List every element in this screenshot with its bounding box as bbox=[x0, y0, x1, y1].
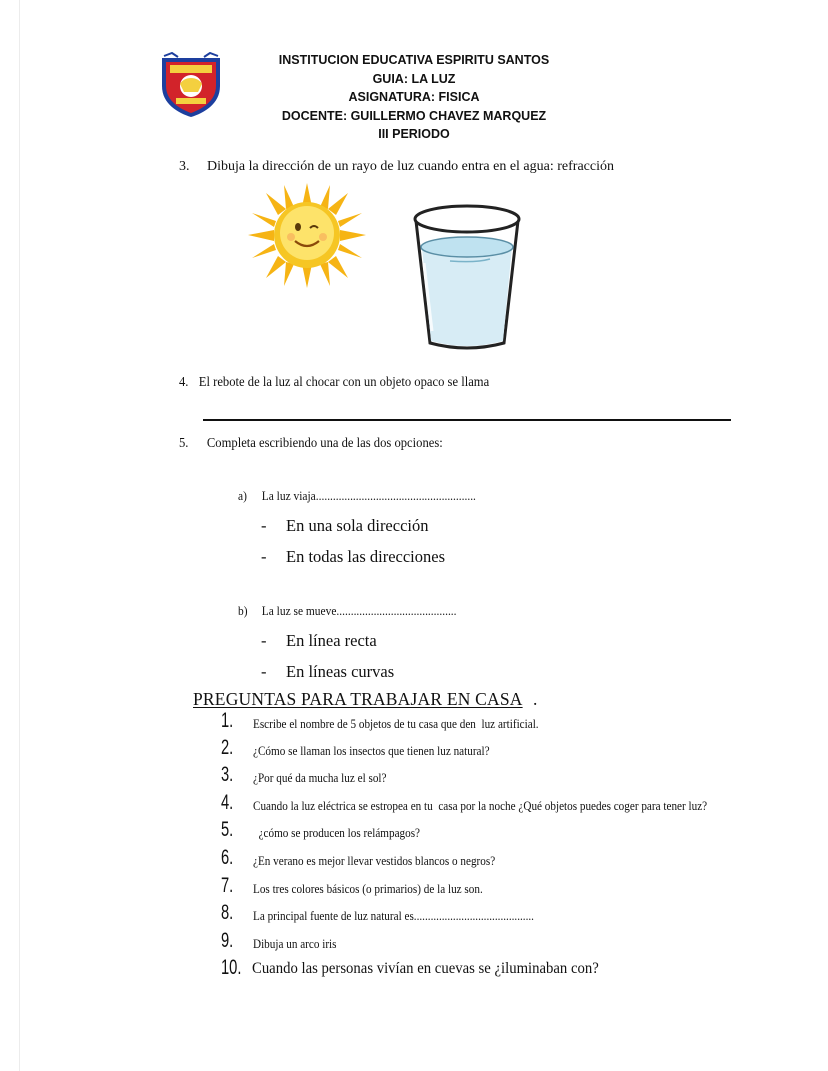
question-5a-letter: a) bbox=[238, 488, 247, 503]
homework-item-number: 3. bbox=[221, 763, 234, 786]
sun-icon bbox=[248, 183, 366, 288]
question-5-text: Completa escribiendo una de las dos opciones: bbox=[206, 436, 443, 451]
option-b2-text: En líneas curvas bbox=[286, 662, 395, 681]
question-5-number: 5. bbox=[179, 436, 189, 451]
question-5b-stem: La luz se mueve.......................................... bbox=[261, 603, 457, 618]
subject-label: ASIGNATURA: FISICA bbox=[348, 90, 480, 104]
water-glass-icon bbox=[410, 203, 524, 355]
school-crest-icon bbox=[158, 52, 224, 118]
question-5 bbox=[179, 436, 443, 452]
homework-item bbox=[0, 846, 828, 876]
homework-item-number: 9. bbox=[221, 929, 234, 952]
option-a2: - En todas las direcciones bbox=[261, 547, 445, 566]
option-b1: - En línea recta bbox=[261, 631, 377, 650]
homework-item-text: ¿cómo se producen los relámpagos? bbox=[253, 825, 421, 840]
question-5b-letter: b) bbox=[238, 603, 248, 618]
homework-item bbox=[0, 763, 828, 793]
school-name: INSTITUCION EDUCATIVA ESPIRITU SANTOS bbox=[278, 53, 550, 67]
homework-item-text: Los tres colores básicos (o primarios) de la luz son. bbox=[253, 881, 483, 896]
homework-title: PREGUNTAS PARA TRABAJAR EN CASA bbox=[193, 689, 523, 709]
homework-item-text: Escribe el nombre de 5 objetos de tu casa que den luz artificial. bbox=[253, 716, 539, 731]
homework-item-text: Cuando las personas vivían en cuevas se ¿iluminaban con? bbox=[252, 960, 599, 977]
homework-item-number: 4. bbox=[221, 791, 234, 814]
option-b2: - En líneas curvas bbox=[261, 662, 395, 681]
homework-item-number: 2. bbox=[221, 736, 234, 759]
homework-item-text: ¿Cómo se llaman los insectos que tienen luz natural? bbox=[253, 743, 490, 758]
homework-item bbox=[0, 901, 828, 931]
option-b1-text: En línea recta bbox=[286, 631, 377, 650]
option-a1: - En una sola dirección bbox=[261, 516, 429, 535]
question-5a bbox=[238, 488, 476, 504]
option-a2-text: En todas las direcciones bbox=[286, 547, 445, 566]
homework-item bbox=[0, 874, 828, 904]
teacher-label: DOCENTE: GUILLERMO CHAVEZ MARQUEZ bbox=[281, 108, 547, 123]
homework-item-number: 8. bbox=[221, 901, 234, 924]
guide-title: GUIA: LA LUZ bbox=[372, 71, 456, 86]
homework-item-text: ¿En verano es mejor llevar vestidos blancos o negros? bbox=[253, 853, 496, 868]
worksheet-header bbox=[240, 51, 588, 144]
homework-item-number: 10. bbox=[221, 956, 242, 979]
question-3 bbox=[179, 159, 614, 175]
homework-title-period: . bbox=[533, 689, 538, 709]
homework-item bbox=[0, 736, 828, 766]
question-5b bbox=[238, 603, 457, 619]
homework-item-text: Dibuja un arco iris bbox=[253, 936, 337, 951]
question-4 bbox=[179, 375, 490, 391]
homework-item-number: 6. bbox=[221, 846, 234, 869]
homework-item bbox=[0, 709, 828, 739]
period-label: III PERIODO bbox=[378, 127, 450, 141]
question-4-number: 4. bbox=[179, 375, 189, 390]
homework-item bbox=[0, 818, 828, 848]
homework-item bbox=[0, 929, 828, 959]
question-3-text: Dibuja la dirección de un rayo de luz cuando entra en el agua: refracción bbox=[207, 159, 614, 174]
homework-item-text: La principal fuente de luz natural es........................................... bbox=[253, 908, 534, 923]
homework-item-text: ¿Por qué da mucha luz el sol? bbox=[253, 770, 387, 785]
option-a1-text: En una sola dirección bbox=[286, 516, 429, 535]
homework-item-number: 1. bbox=[221, 709, 234, 732]
question-3-number: 3. bbox=[179, 159, 190, 174]
homework-item-number: 5. bbox=[221, 818, 234, 841]
question-4-text: El rebote de la luz al chocar con un objeto opaco se llama bbox=[198, 375, 490, 390]
homework-item-text: Cuando la luz eléctrica se estropea en tu casa por la noche ¿Qué objetos puedes coger para tener luz? bbox=[253, 798, 708, 813]
answer-line bbox=[203, 419, 731, 421]
homework-item-number: 7. bbox=[221, 874, 234, 897]
homework-item bbox=[0, 956, 828, 986]
question-5a-stem: La luz viaja........................................................ bbox=[261, 488, 476, 503]
homework-item bbox=[0, 791, 828, 821]
